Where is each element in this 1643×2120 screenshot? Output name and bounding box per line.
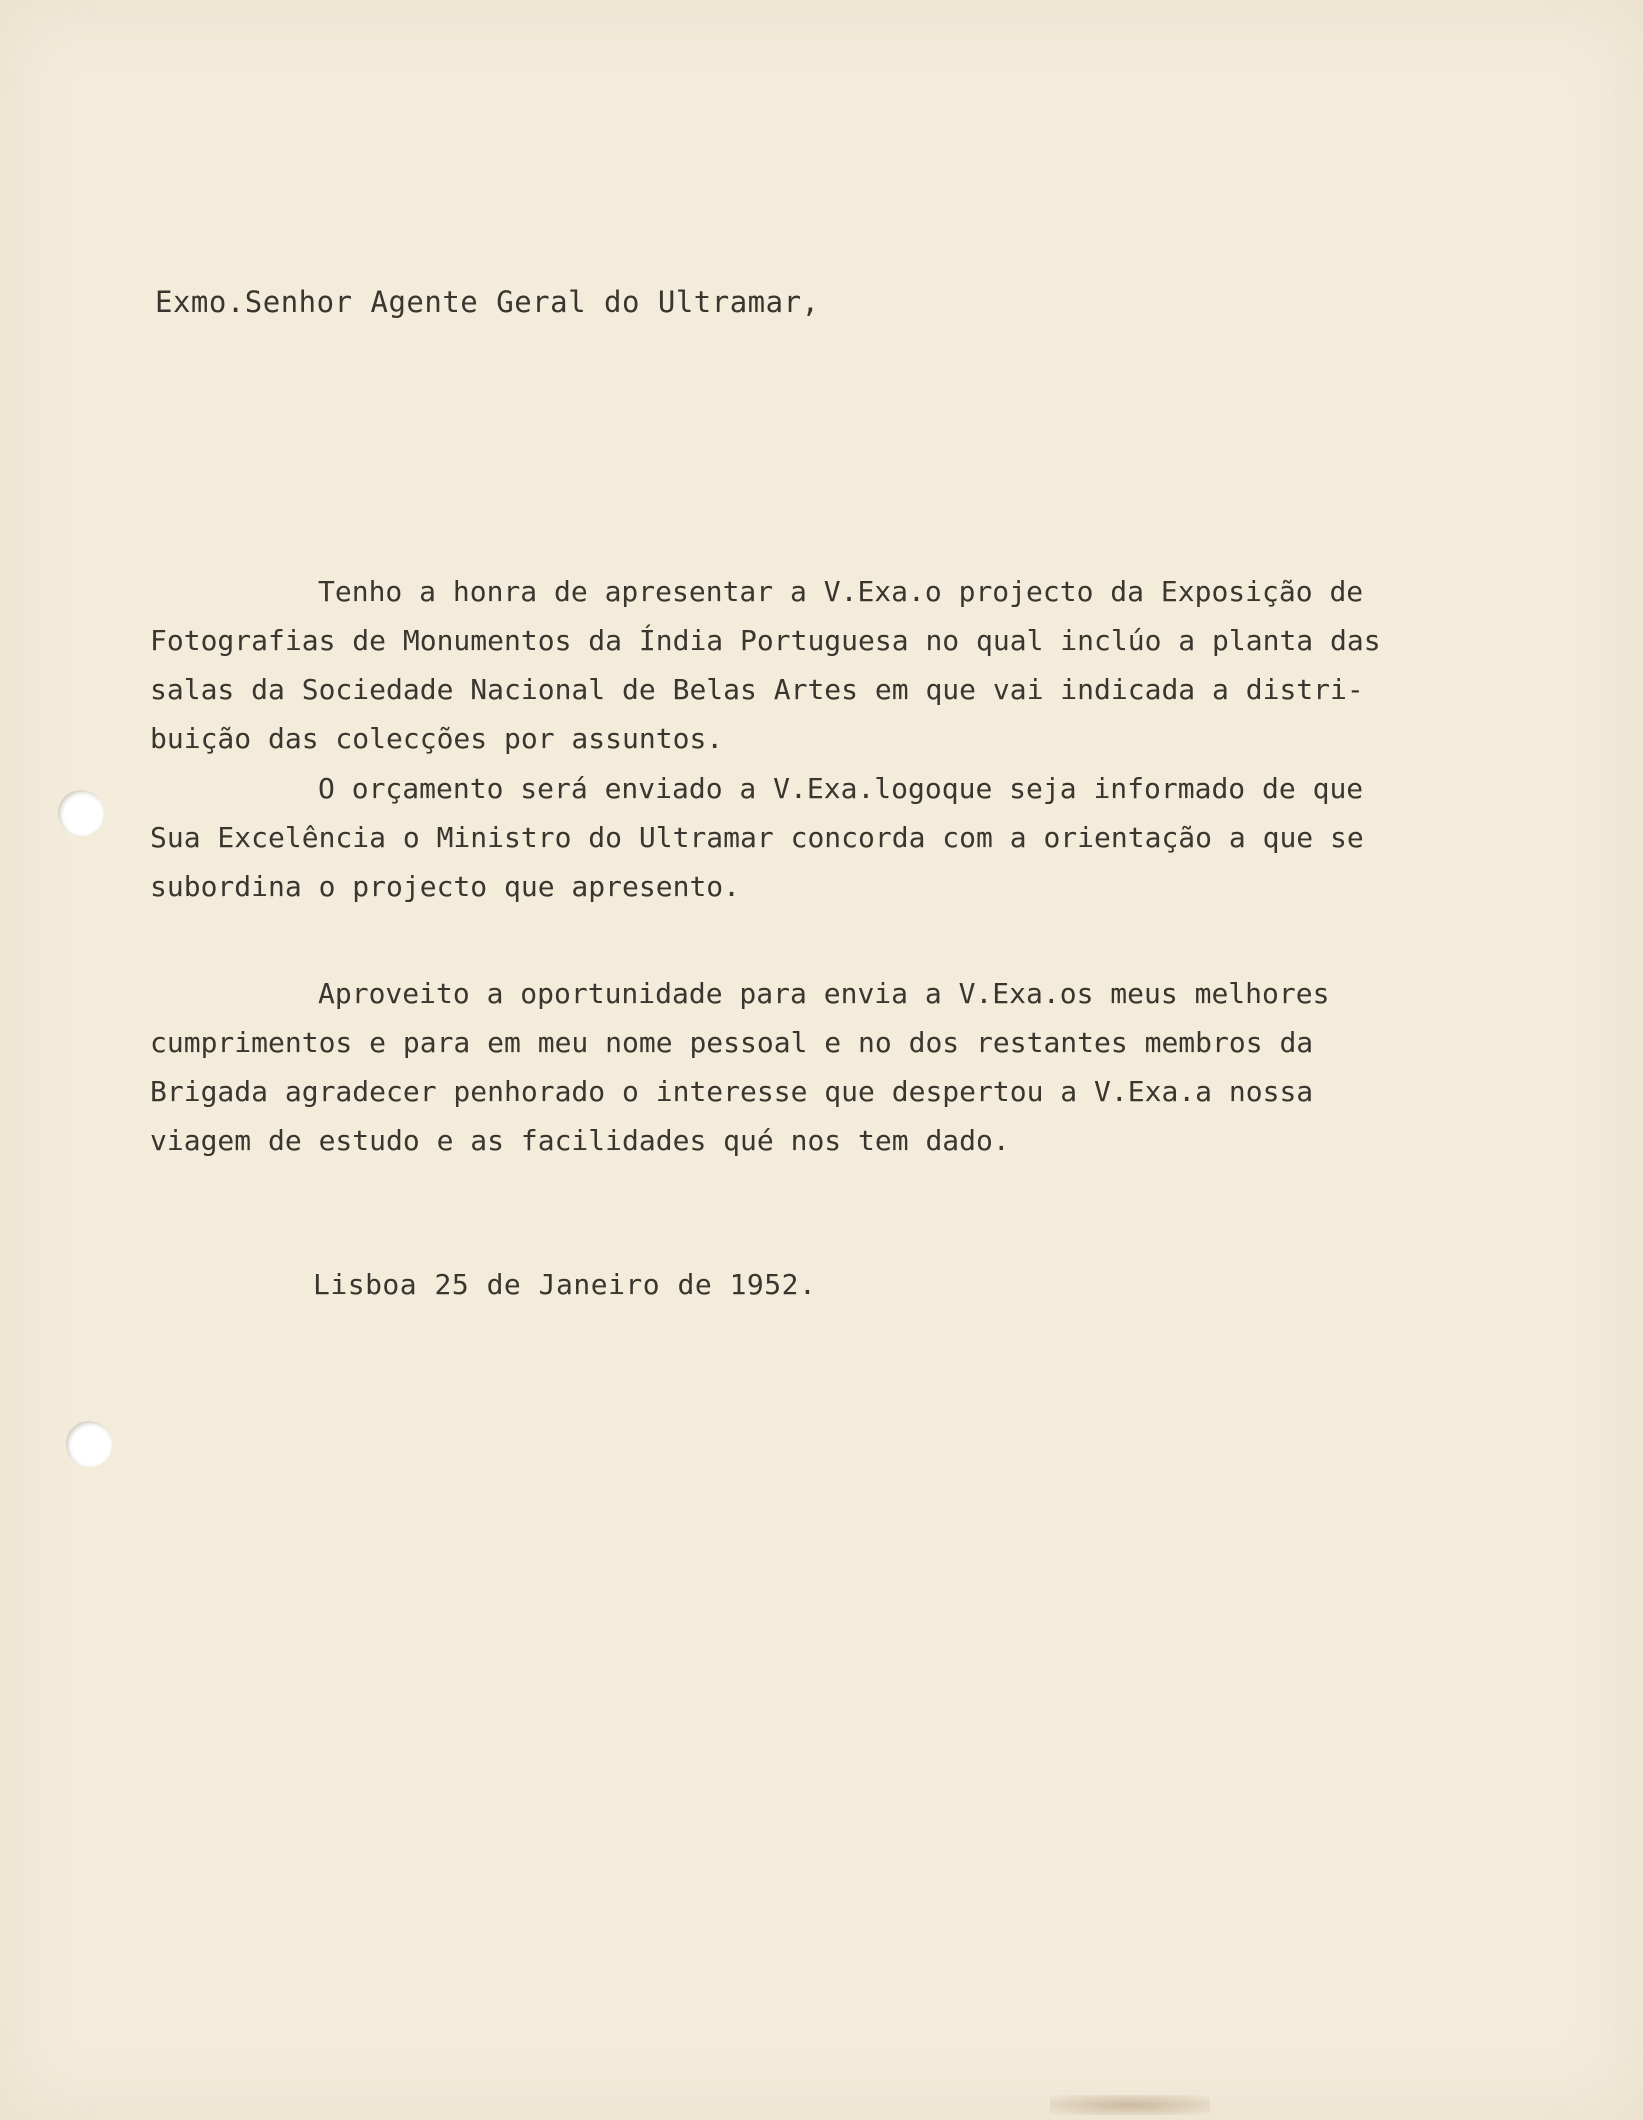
paragraph-line: O orçamento será enviado a V.Exa.logoque seja informado de que <box>318 772 1364 805</box>
paragraph-budget <box>150 764 1390 911</box>
paragraph-line: Tenho a honra de apresentar a V.Exa.o projecto da Exposição de <box>318 575 1364 608</box>
paragraph-line: subordina o projecto que apresento. <box>150 870 741 903</box>
paragraph-line: buição das colecções por assuntos. <box>150 722 724 755</box>
paragraph-project-presentation <box>150 567 1390 763</box>
date-line: Lisboa 25 de Janeiro de 1952. <box>313 1268 817 1301</box>
punch-hole <box>66 1421 112 1467</box>
salutation: Exmo.Senhor Agente Geral do Ultramar, <box>155 285 820 319</box>
paragraph-line: Brigada agradecer penhorado o interesse que despertou a V.Exa.a nossa <box>150 1075 1314 1108</box>
paragraph-line: salas da Sociedade Nacional de Belas Artes em que vai indicada a distri- <box>150 673 1364 706</box>
paragraph-line: Sua Excelência o Ministro do Ultramar concorda com a orientação a que se <box>150 821 1364 854</box>
paragraph-line: Fotografias de Monumentos da Índia Portuguesa no qual inclúo a planta das <box>150 624 1381 657</box>
punch-hole <box>58 790 104 836</box>
paragraph-line: viagem de estudo e as facilidades qué nos tem dado. <box>150 1124 1010 1157</box>
paragraph-closing <box>150 969 1390 1165</box>
paragraph-line: Aproveito a oportunidade para envia a V.Exa.os meus melhores <box>318 977 1330 1010</box>
paper-stain <box>1050 2095 1210 2115</box>
paragraph-line: cumprimentos e para em meu nome pessoal e no dos restantes membros da <box>150 1026 1314 1059</box>
